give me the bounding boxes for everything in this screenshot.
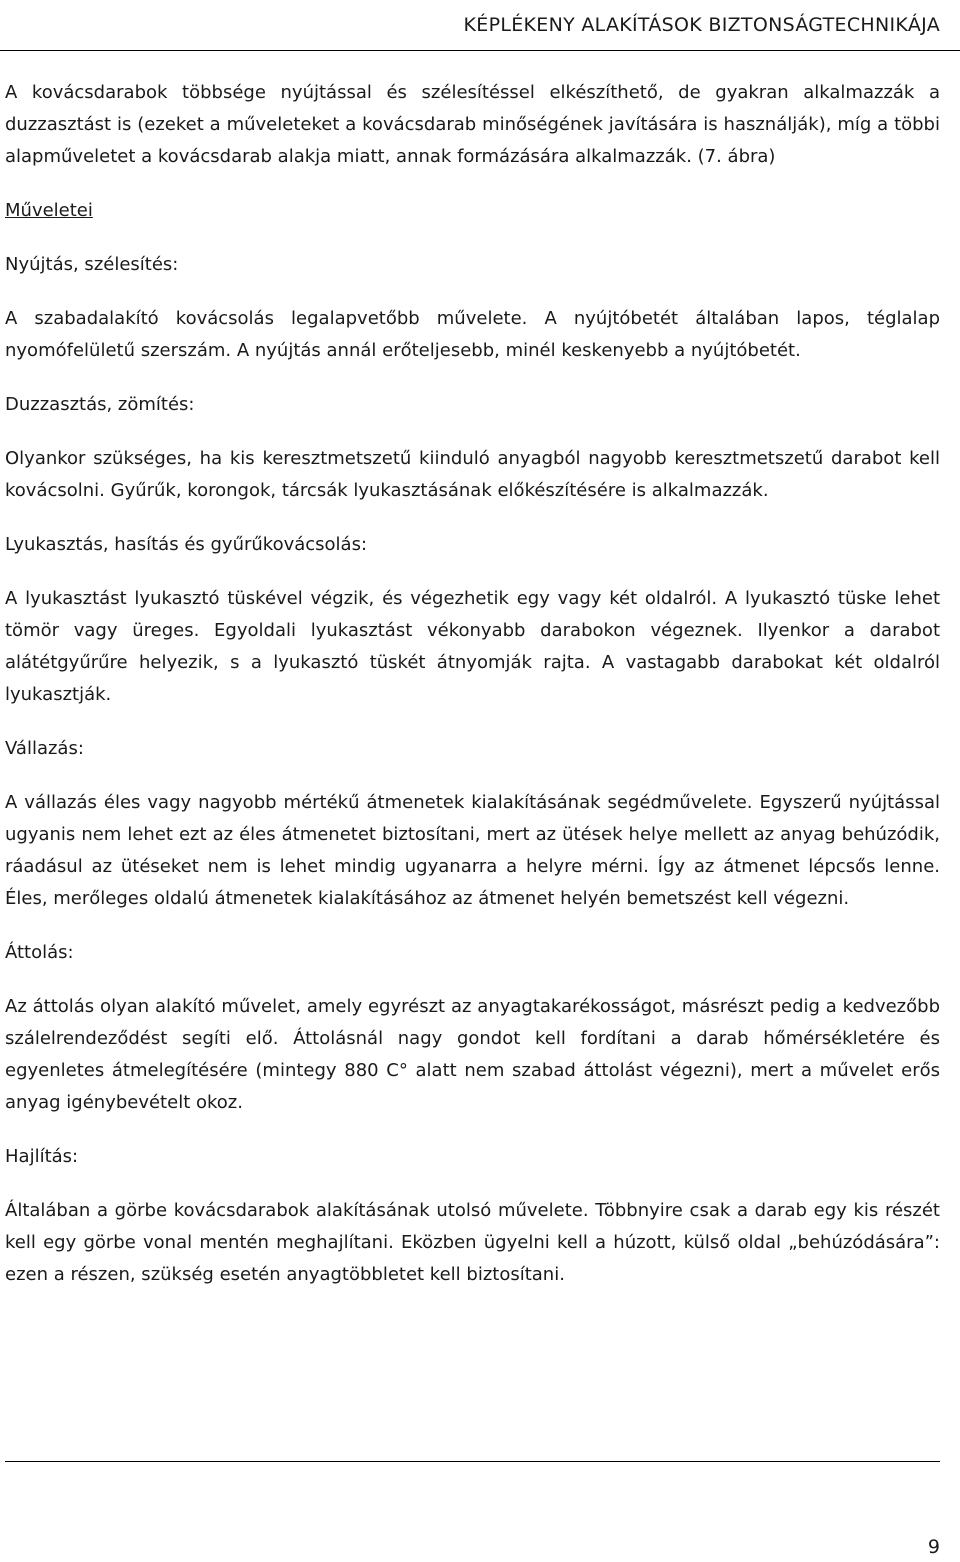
running-header: KÉPLÉKENY ALAKÍTÁSOK BIZTONSÁGTECHNIKÁJA (463, 14, 940, 36)
section-text-attolas: Az áttolás olyan alakító művelet, amely egyrészt az anyagtakarékosságot, másrészt pedig a kedvezőbb szálelrendeződést segíti elő. Áttolásnál nagy gondot kell fordítani a darab hőmérsékletére és egyenletes átmelegítésére (mintegy 880 C° alatt nem szabad áttolást végezni), mert a művelet erős anyag igénybevételt okoz. (5, 996, 940, 1113)
page-body (5, 77, 940, 1313)
section-heading-lyukasztas: Lyukasztás, hasítás és gyűrűkovácsolás: (5, 534, 368, 555)
section-title: Műveletei (5, 200, 93, 221)
section-text-vallazas: A vállazás éles vagy nagyobb mértékű átmenetek kialakításának segédművelete. Egyszerű nyújtással ugyanis nem lehet ezt az éles átmenetet biztosítani, mert az ütések helye mellett az anyag behúzódik, ráadásul az ütéseket nem is lehet mindig ugyanarra a helyre mérni. Így az átmenet lépcsős lenne. Éles, merőleges oldalú átmenetek kialakításához az átmenet helyén bemetszést kell végezni. (5, 792, 940, 909)
section-heading-vallazas: Vállazás: (5, 738, 84, 759)
section-text-nyujtas: A szabadalakító kovácsolás legalapvetőbb művelete. A nyújtóbetét általában lapos, téglalap nyomófelületű szerszám. A nyújtás annál erőteljesebb, minél keskenyebb a nyújtóbetét. (5, 308, 940, 361)
section-text-hajlitas: Általában a görbe kovácsdarabok alakításának utolsó művelete. Többnyire csak a darab egy kis részét kell egy görbe vonal mentén meghajlítani. Eközben ügyelni kell a húzott, külső oldal „behúzódására”: ezen a részen, szükség esetén anyagtöbbletet kell biztosítani. (5, 1200, 940, 1285)
section-heading-nyujtas: Nyújtás, szélesítés: (5, 254, 179, 275)
section-heading-attolas: Áttolás: (5, 942, 74, 963)
intro-paragraph: A kovácsdarabok többsége nyújtással és szélesítéssel elkészíthető, de gyakran alkalmazzák a duzzasztást is (ezeket a műveleteket a kovácsdarab minőségének javítására is használják), míg a többi alapműveletet a kovácsdarab alakja miatt, annak formázására alkalmazzák. (7. ábra) (5, 82, 940, 167)
section-heading-hajlitas: Hajlítás: (5, 1146, 79, 1167)
footer-divider (5, 1461, 940, 1462)
header-divider (0, 50, 960, 51)
section-text-duzzasztas: Olyankor szükséges, ha kis keresztmetszetű kiinduló anyagból nagyobb keresztmetszetű darabot kell kovácsolni. Gyűrűk, korongok, tárcsák lyukasztásának előkészítésére is alkalmazzák. (5, 448, 940, 501)
page-number: 9 (927, 1536, 940, 1558)
section-heading-duzzasztas: Duzzasztás, zömítés: (5, 394, 195, 415)
section-text-lyukasztas: A lyukasztást lyukasztó tüskével végzik, és végezhetik egy vagy két oldalról. A lyukasztó tüske lehet tömör vagy üreges. Egyoldali lyukasztást vékonyabb darabokon végeznek. Ilyenkor a darabot alátétgyűrűre helyezik, s a lyukasztó tüskét átnyomják rajta. A vastagabb darabokat két oldalról lyukasztják. (5, 588, 940, 705)
